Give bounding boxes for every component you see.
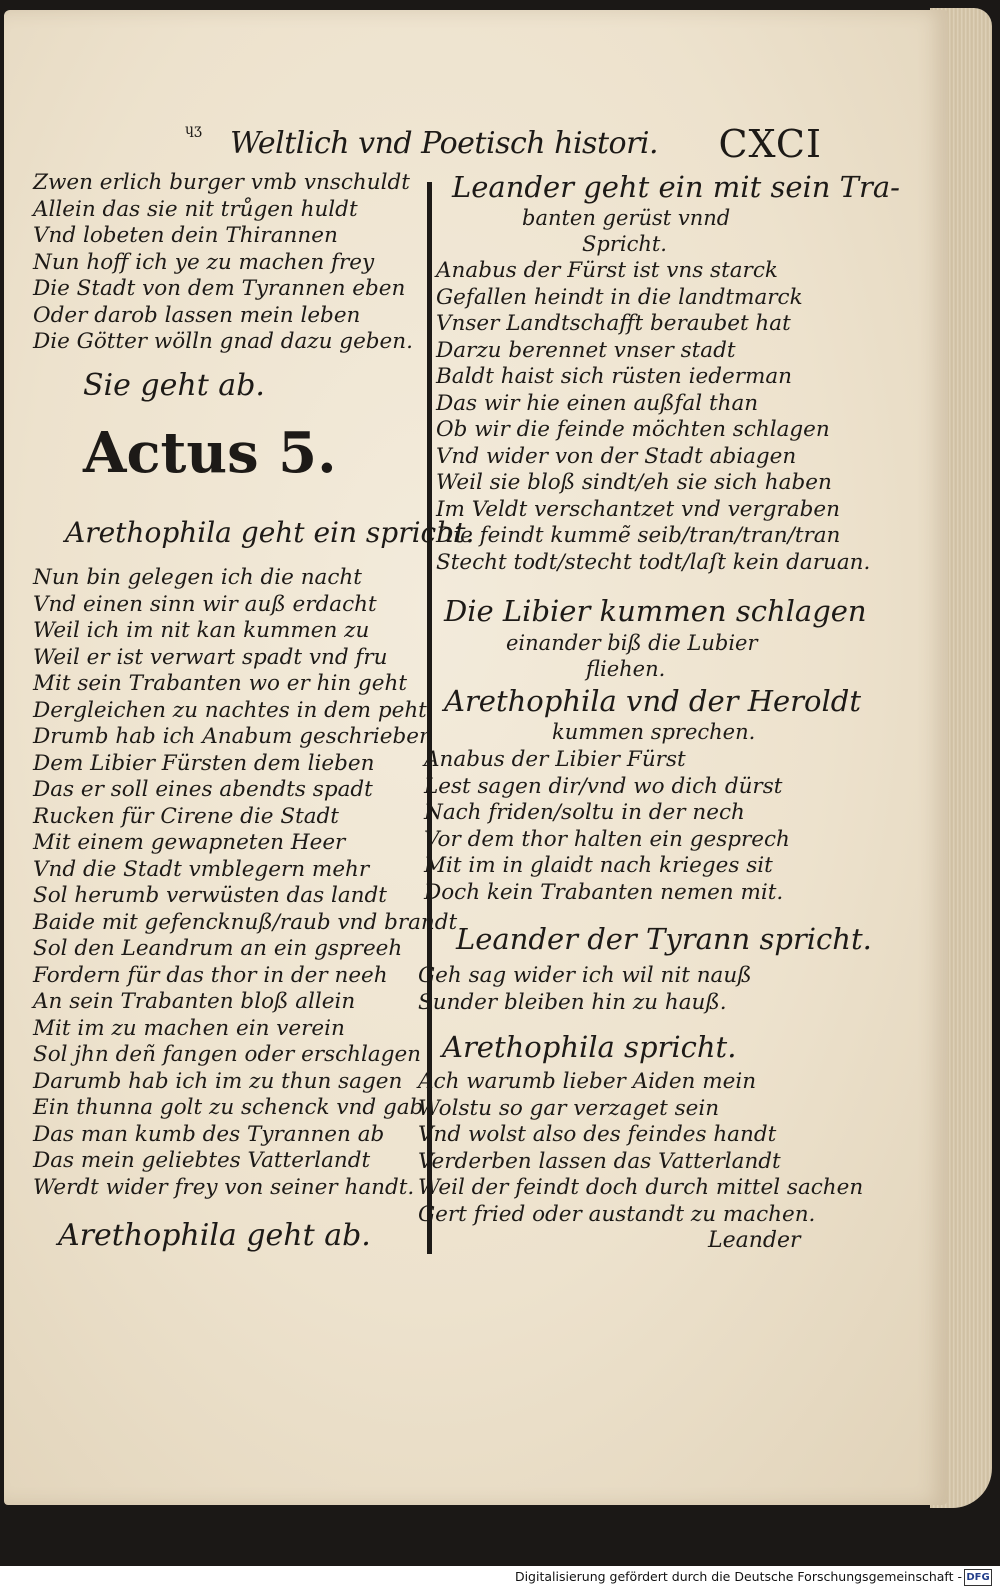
catchword: Leander (708, 1228, 801, 1253)
stage-direction-entrance: Spricht. (582, 232, 667, 256)
verse-line: Mit im in glaidt nach krieges sit (424, 853, 773, 878)
verse-line: Vnd wider von der Stadt abiagen (436, 443, 797, 469)
stage-direction: fliehen. (586, 657, 666, 681)
verse-line: Allein das sie nit trůgen huldt (33, 196, 358, 222)
verse-line: Baldt haist sich rüsten iederman (436, 364, 793, 389)
stage-direction-entrance: banten gerüst vnnd (522, 206, 731, 230)
verse-block-top (33, 170, 413, 356)
verse-line: Sunder bleiben hin zu hauß. (418, 989, 727, 1015)
verse-line: Vor dem thor halten ein gesprech (424, 826, 790, 852)
verse-line: Nun bin gelegen ich die nacht (33, 565, 362, 590)
verse-line: Weil der feindt doch durch mittel sachen (418, 1175, 864, 1200)
printer-mark: ɥʒ (185, 122, 202, 138)
verse-block (418, 963, 752, 1016)
verse-line: Das man kumb des Tyrannen ab (33, 1121, 385, 1147)
folio-number: CXCI (718, 122, 822, 166)
verse-line: Ob wir die feinde möchten schlagen (436, 417, 830, 442)
verse-line: Weil ich im nit kan kummen zu (33, 618, 370, 643)
stage-direction-exit: Arethophila geht ab. (58, 1218, 371, 1253)
verse-line: Dergleichen zu nachtes in dem peht (33, 697, 427, 723)
verse-line: Nach friden/soltu in der nech (424, 800, 745, 825)
running-title: Weltlich vnd Poetisch histori. (230, 126, 659, 161)
verse-line: Drumb hab ich Anabum geschrieben (33, 724, 433, 749)
verse-line: Rucken für Cirene die Stadt (33, 803, 339, 829)
verse-line: Oder darob lassen mein leben (33, 302, 361, 328)
verse-line: Darumb hab ich im zu thun sagen (33, 1068, 403, 1094)
verse-line: An sein Trabanten bloß allein (33, 989, 356, 1014)
verse-line: Ein thunna golt zu schenck vnd gab (33, 1095, 424, 1120)
verse-line: Sol den Leandrum an ein gspreeh (33, 936, 403, 961)
stage-direction: Leander der Tyrann spricht. (456, 922, 872, 956)
verse-line: Mit einem gewapneten Heer (33, 830, 346, 855)
verse-line: Sol jhn deñ fangen oder erschlagen (33, 1042, 422, 1067)
verse-line: Vnd wolst also des feindes handt (418, 1122, 777, 1147)
verse-line: Weil er ist verwart spadt vnd fru (33, 644, 388, 670)
verse-line: Dem Libier Fürsten dem lieben (33, 750, 375, 776)
verse-line: Nun hoff ich ye zu machen frey (33, 249, 375, 275)
verse-line: Das er soll eines abendts spadt (33, 777, 373, 802)
verse-line: Wolstu so gar verzaget sein (418, 1095, 720, 1121)
verse-line: Gefallen heindt in die landtmarck (436, 284, 803, 310)
verse-block-main (33, 565, 457, 1201)
verse-line: Doch kein Trabanten nemen mit. (424, 879, 784, 905)
page-header (185, 122, 830, 168)
verse-line: Mit im zu machen ein verein (33, 1015, 345, 1041)
verse-line: Anabus der Fürst ist vns starck (436, 258, 778, 283)
dfg-logo: DFG (964, 1569, 992, 1586)
verse-line: Geh sag wider ich wil nit nauß (418, 963, 752, 988)
verse-line: Vnd lobeten dein Thirannen (33, 223, 338, 248)
stage-direction: einander biß die Lubier (506, 631, 758, 655)
verse-line: Weil sie bloß sindt/eh sie sich haben (436, 470, 832, 495)
verse-line: Vnd einen sinn wir auß erdacht (33, 591, 377, 617)
verse-line: Die feindt kummẽ seib/tran/tran/tran (436, 523, 841, 548)
verse-line: Im Veldt verschantzet vnd vergraben (436, 496, 840, 522)
verse-line: Gert fried oder austandt zu machen. (418, 1201, 816, 1227)
verse-line: Vnd die Stadt vmblegern mehr (33, 856, 370, 882)
verse-line: Werdt wider frey von seiner handt. (33, 1174, 415, 1200)
verse-line: Fordern für das thor in der neeh (33, 962, 388, 988)
verse-line: Ach warumb lieber Aiden mein (418, 1069, 757, 1094)
stage-direction: Die Libier kummen schlagen (444, 594, 867, 628)
verse-line: Anabus der Libier Fürst (424, 747, 686, 772)
verse-line: Sol herumb verwüsten das landt (33, 883, 387, 908)
verse-block (418, 1069, 863, 1228)
verse-line: Baide mit gefencknuß/raub vnd brandt (33, 909, 458, 935)
digitization-footer (0, 1566, 1000, 1588)
verse-line: Stecht todt/stecht todt/laſt kein daruan. (436, 549, 871, 575)
verse-block (424, 747, 790, 906)
verse-line: Mit sein Trabanten wo er hin geht (33, 671, 407, 696)
stage-direction-entrance: Leander geht ein mit sein Tra- (452, 170, 900, 204)
stage-direction-entrance: Arethophila geht ein spricht. (65, 516, 475, 549)
verse-line: Die Stadt von dem Tyrannen eben (33, 276, 406, 301)
stage-direction: Arethophila vnd der Heroldt (444, 684, 861, 718)
verse-line: Lest sagen dir/vnd wo dich dürst (424, 773, 783, 799)
verse-line: Zwen erlich burger vmb vnschuldt (33, 170, 410, 195)
act-heading: Actus 5. (83, 420, 337, 486)
verse-line: Die Götter wölln gnad dazu geben. (33, 329, 413, 354)
stage-direction: kummen sprechen. (552, 720, 756, 744)
verse-line: Verderben lassen das Vatterlandt (418, 1148, 781, 1174)
verse-line: Darzu berennet vnser stadt (436, 337, 736, 363)
stage-direction: Arethophila spricht. (442, 1030, 737, 1064)
verse-block (436, 258, 870, 576)
verse-line: Das wir hie einen außfal than (436, 390, 759, 416)
footer-credit: Digitalisierung gefördert durch die Deutsche Forschungsgemeinschaft - (514, 1569, 962, 1584)
verse-line: Das mein geliebtes Vatterlandt (33, 1148, 371, 1173)
verse-line: Vnser Landtschafft beraubet hat (436, 311, 791, 336)
stage-direction-exit: Sie geht ab. (83, 368, 265, 403)
